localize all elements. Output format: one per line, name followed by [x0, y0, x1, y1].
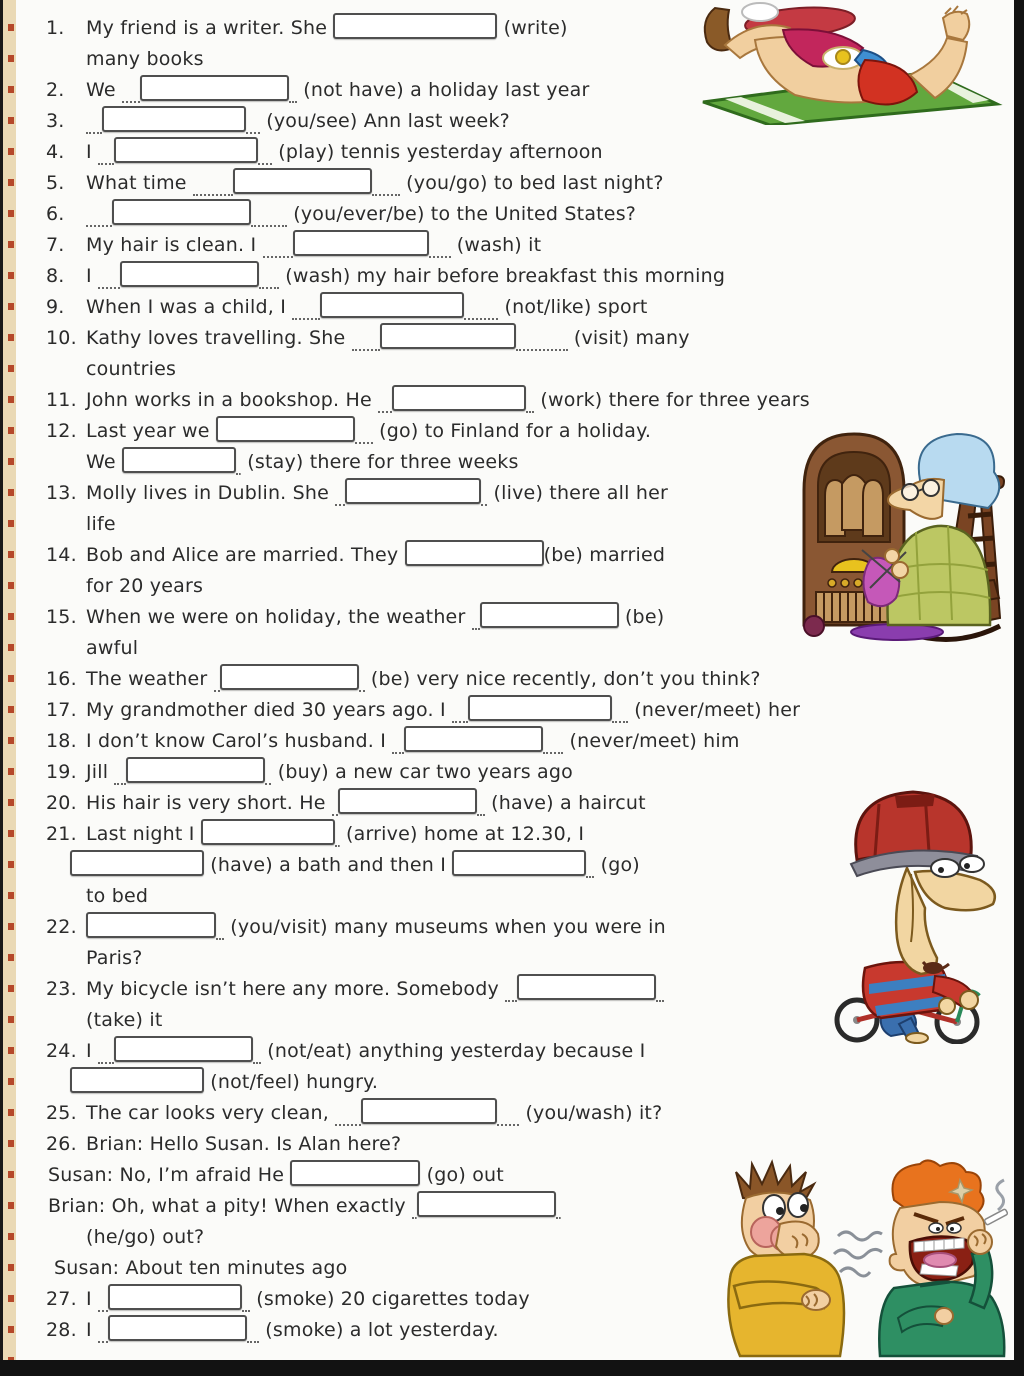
dotted-leader	[656, 986, 664, 1002]
answer-blank[interactable]	[380, 323, 516, 349]
answer-blank[interactable]	[140, 75, 289, 101]
question-text: We	[86, 78, 123, 101]
worksheet-line	[16, 694, 1012, 725]
answer-blank[interactable]	[86, 912, 216, 938]
answer-blank[interactable]	[233, 168, 372, 194]
question-text: (you/see) Ann last week?	[260, 109, 510, 132]
question-number: 11.	[46, 388, 77, 411]
question-text: His hair is very short. He	[86, 791, 332, 814]
worksheet-line	[16, 167, 1012, 198]
dotted-leader	[335, 831, 340, 847]
question-text: (live) there all her	[487, 481, 668, 504]
answer-blank[interactable]	[201, 819, 335, 845]
question-text: (go) to Finland for a holiday.	[372, 419, 652, 442]
question-text: (be)	[618, 605, 665, 628]
dotted-leader	[464, 304, 498, 320]
question-number: 16.	[46, 667, 77, 690]
worksheet-line	[16, 1128, 1012, 1159]
question-number: 18.	[46, 729, 77, 752]
question-number: 6.	[46, 202, 65, 225]
dotted-leader	[242, 1296, 250, 1312]
dotted-leader	[335, 490, 345, 506]
worksheet-line	[16, 1097, 1012, 1128]
dotted-leader	[526, 397, 534, 413]
question-number: 7.	[46, 233, 65, 256]
question-number: 9.	[46, 295, 65, 318]
notebook-stitch-marks	[8, 0, 14, 1376]
question-text: (not/like) sport	[498, 295, 648, 318]
question-text: (never/meet) her	[628, 698, 801, 721]
question-text: Kathy loves travelling. She	[86, 326, 352, 349]
answer-blank[interactable]	[108, 1284, 242, 1310]
answer-blank[interactable]	[216, 416, 355, 442]
question-number: 25.	[46, 1101, 77, 1124]
question-number: 14.	[46, 543, 77, 566]
question-number: 23.	[46, 977, 77, 1000]
smokers-illustration	[688, 1158, 1008, 1358]
worksheet-line	[16, 198, 1012, 229]
question-text: The weather	[86, 667, 214, 690]
question-text: My friend is a writer. She	[86, 16, 334, 39]
dotted-leader	[193, 180, 233, 196]
question-text: Brian: Oh, what a pity! When exactly	[48, 1194, 413, 1217]
question-number: 2.	[46, 78, 65, 101]
question-text: John works in a bookshop. He	[86, 388, 379, 411]
question-text: (write)	[497, 16, 568, 39]
answer-blank[interactable]	[392, 385, 526, 411]
dotted-leader	[359, 676, 365, 692]
dotted-leader	[292, 304, 320, 320]
question-text: (arrive) home at 12.30, I	[339, 822, 585, 845]
dotted-leader	[289, 87, 297, 103]
question-text: (stay) there for three weeks	[241, 450, 519, 473]
dotted-leader	[612, 707, 628, 723]
question-text: We	[86, 450, 123, 473]
worksheet-line	[16, 229, 1012, 260]
scan-bottom-edge	[0, 1360, 1024, 1376]
question-text: When we were on holiday, the weather	[86, 605, 472, 628]
dotted-leader	[251, 211, 287, 227]
cyclist-cartoon	[795, 772, 1010, 1044]
worksheet-line	[16, 260, 1012, 291]
question-text: Jill	[86, 760, 115, 783]
question-text: My grandmother died 30 years ago. I	[86, 698, 453, 721]
question-text: I	[86, 1287, 99, 1310]
answer-blank[interactable]	[108, 1315, 247, 1341]
sunbather-illustration	[695, 0, 1010, 125]
answer-blank[interactable]	[468, 695, 612, 721]
worksheet-line	[16, 1066, 1012, 1097]
question-text: Paris?	[86, 946, 143, 969]
question-text: When I was a child, I	[86, 295, 293, 318]
dotted-leader	[497, 1110, 519, 1126]
question-text: (you/wash) it?	[519, 1101, 663, 1124]
question-number: 27.	[46, 1287, 77, 1310]
question-number: 15.	[46, 605, 77, 628]
question-text: (be) very nice recently, don’t you think?	[364, 667, 761, 690]
question-text: (be) married	[543, 543, 666, 566]
answer-blank[interactable]	[114, 137, 258, 163]
question-text: Brian: Hello Susan. Is Alan here?	[86, 1132, 402, 1155]
dotted-leader	[216, 924, 224, 940]
answer-blank[interactable]	[361, 1098, 497, 1124]
question-text: (have) a haircut	[484, 791, 646, 814]
question-number: 3.	[46, 109, 65, 132]
question-text: (you/go) to bed last night?	[399, 171, 664, 194]
dotted-leader	[98, 273, 120, 289]
answer-blank[interactable]	[120, 261, 259, 287]
question-text: (you/visit) many museums when you were in	[224, 915, 666, 938]
question-text: to bed	[86, 884, 149, 907]
dotted-leader	[122, 87, 140, 103]
dotted-leader	[355, 428, 373, 444]
answer-blank[interactable]	[102, 106, 246, 132]
dotted-leader	[86, 211, 112, 227]
question-text: Susan: About ten minutes ago	[54, 1256, 348, 1279]
question-text: (he/go) out?	[86, 1225, 205, 1248]
answer-blank[interactable]	[345, 478, 481, 504]
worksheet-line	[16, 322, 1012, 353]
question-number: 1.	[46, 16, 65, 39]
question-text: (go) out	[420, 1163, 504, 1186]
answer-blank[interactable]	[333, 13, 497, 39]
question-text: Bob and Alice are married. They	[86, 543, 405, 566]
question-text: Susan: No, I’m afraid He	[48, 1163, 291, 1186]
answer-blank[interactable]	[338, 788, 477, 814]
dotted-leader	[247, 1327, 259, 1343]
answer-blank[interactable]	[70, 850, 204, 876]
question-text: (smoke) 20 cigarettes today	[250, 1287, 530, 1310]
dotted-leader	[236, 459, 241, 475]
question-text: (buy) a new car two years ago	[271, 760, 573, 783]
dotted-leader	[335, 1110, 361, 1126]
question-number: 5.	[46, 171, 65, 194]
answer-blank[interactable]	[405, 540, 544, 566]
question-number: 20.	[46, 791, 77, 814]
question-text: (take) it	[86, 1008, 163, 1031]
answer-blank[interactable]	[126, 757, 265, 783]
question-number: 28.	[46, 1318, 77, 1341]
question-number: 26.	[46, 1132, 77, 1155]
dotted-leader	[265, 769, 271, 785]
dotted-leader	[253, 1048, 261, 1064]
dotted-leader	[505, 986, 517, 1002]
question-number: 10.	[46, 326, 77, 349]
question-number: 17.	[46, 698, 77, 721]
question-text: (not/eat) anything yesterday because I	[261, 1039, 646, 1062]
worksheet-line	[16, 663, 1012, 694]
worksheet-line	[16, 384, 1012, 415]
question-text: My bicycle isn’t here any more. Somebody	[86, 977, 506, 1000]
question-text: (never/meet) him	[563, 729, 740, 752]
question-text: I	[86, 140, 99, 163]
question-number: 22.	[46, 915, 77, 938]
dotted-leader	[372, 180, 400, 196]
worksheet-line	[16, 353, 1012, 384]
dotted-leader	[98, 1327, 108, 1343]
question-number: 4.	[46, 140, 65, 163]
dotted-leader	[392, 738, 404, 754]
question-text: (play) tennis yesterday afternoon	[272, 140, 603, 163]
question-text: awful	[86, 636, 139, 659]
dotted-leader	[258, 149, 272, 165]
question-text: I don’t know Carol’s husband. I	[86, 729, 393, 752]
question-number: 13.	[46, 481, 77, 504]
question-text: My hair is clean. I	[86, 233, 263, 256]
question-text: (work) there for three years	[534, 388, 810, 411]
answer-blank[interactable]	[517, 974, 656, 1000]
dotted-leader	[477, 800, 485, 816]
question-text: What time	[86, 171, 193, 194]
cyclist-illustration	[795, 772, 1010, 1044]
dotted-leader	[98, 1296, 108, 1312]
worksheet-line	[16, 291, 1012, 322]
worksheet-lines	[16, 12, 1012, 1345]
granny-radio-cartoon	[792, 420, 1007, 642]
dotted-leader	[114, 769, 126, 785]
answer-blank[interactable]	[114, 1036, 253, 1062]
dotted-leader	[98, 1048, 114, 1064]
question-text: life	[86, 512, 116, 535]
answer-blank[interactable]	[320, 292, 464, 318]
question-number: 21.	[46, 822, 77, 845]
question-text: I	[86, 264, 99, 287]
answer-blank[interactable]	[122, 447, 236, 473]
question-text: (go)	[594, 853, 640, 876]
scan-right-edge	[1014, 0, 1024, 1376]
worksheet-line	[16, 725, 1012, 756]
answer-blank[interactable]	[70, 1067, 204, 1093]
question-text: for 20 years	[86, 574, 204, 597]
worksheet-line	[16, 136, 1012, 167]
dotted-leader	[429, 242, 451, 258]
question-text: (not/feel) hungry.	[204, 1070, 379, 1093]
answer-blank[interactable]	[290, 1160, 420, 1186]
answer-blank[interactable]	[293, 230, 429, 256]
question-number: 12.	[46, 419, 77, 442]
dotted-leader	[516, 335, 568, 351]
question-text: Last night I	[86, 822, 201, 845]
question-text: (you/ever/be) to the United States?	[287, 202, 637, 225]
answer-blank[interactable]	[404, 726, 543, 752]
question-text: I	[86, 1318, 99, 1341]
answer-blank[interactable]	[480, 602, 619, 628]
dotted-leader	[86, 118, 102, 134]
question-text: (not have) a holiday last year	[297, 78, 590, 101]
dotted-leader	[263, 242, 293, 258]
dotted-leader	[352, 335, 380, 351]
question-text: Last year we	[86, 419, 216, 442]
granny-radio-illustration	[792, 420, 1007, 642]
dotted-leader	[586, 862, 594, 878]
question-text: (visit) many	[567, 326, 690, 349]
question-text: I	[86, 1039, 99, 1062]
question-text: The car looks very clean,	[86, 1101, 336, 1124]
question-text: (wash) my hair before breakfast this morning	[279, 264, 726, 287]
dotted-leader	[481, 490, 487, 506]
answer-blank[interactable]	[452, 850, 586, 876]
dotted-leader	[378, 397, 392, 413]
question-text: (have) a bath and then I	[204, 853, 453, 876]
dotted-leader	[98, 149, 114, 165]
dotted-leader	[259, 273, 279, 289]
question-text: many books	[86, 47, 204, 70]
answer-blank[interactable]	[220, 664, 359, 690]
question-number: 19.	[46, 760, 77, 783]
dotted-leader	[472, 614, 480, 630]
question-text: Molly lives in Dublin. She	[86, 481, 336, 504]
dotted-leader	[556, 1203, 561, 1219]
question-text: (wash) it	[450, 233, 542, 256]
question-text: countries	[86, 357, 177, 380]
dotted-leader	[543, 738, 563, 754]
question-number: 8.	[46, 264, 65, 287]
sunbather-cartoon	[695, 0, 1010, 125]
smokers-cartoon	[688, 1158, 1008, 1358]
question-text: (smoke) a lot yesterday.	[259, 1318, 499, 1341]
question-number: 24.	[46, 1039, 77, 1062]
dotted-leader	[246, 118, 260, 134]
dotted-leader	[452, 707, 468, 723]
answer-blank[interactable]	[112, 199, 251, 225]
answer-blank[interactable]	[417, 1191, 556, 1217]
